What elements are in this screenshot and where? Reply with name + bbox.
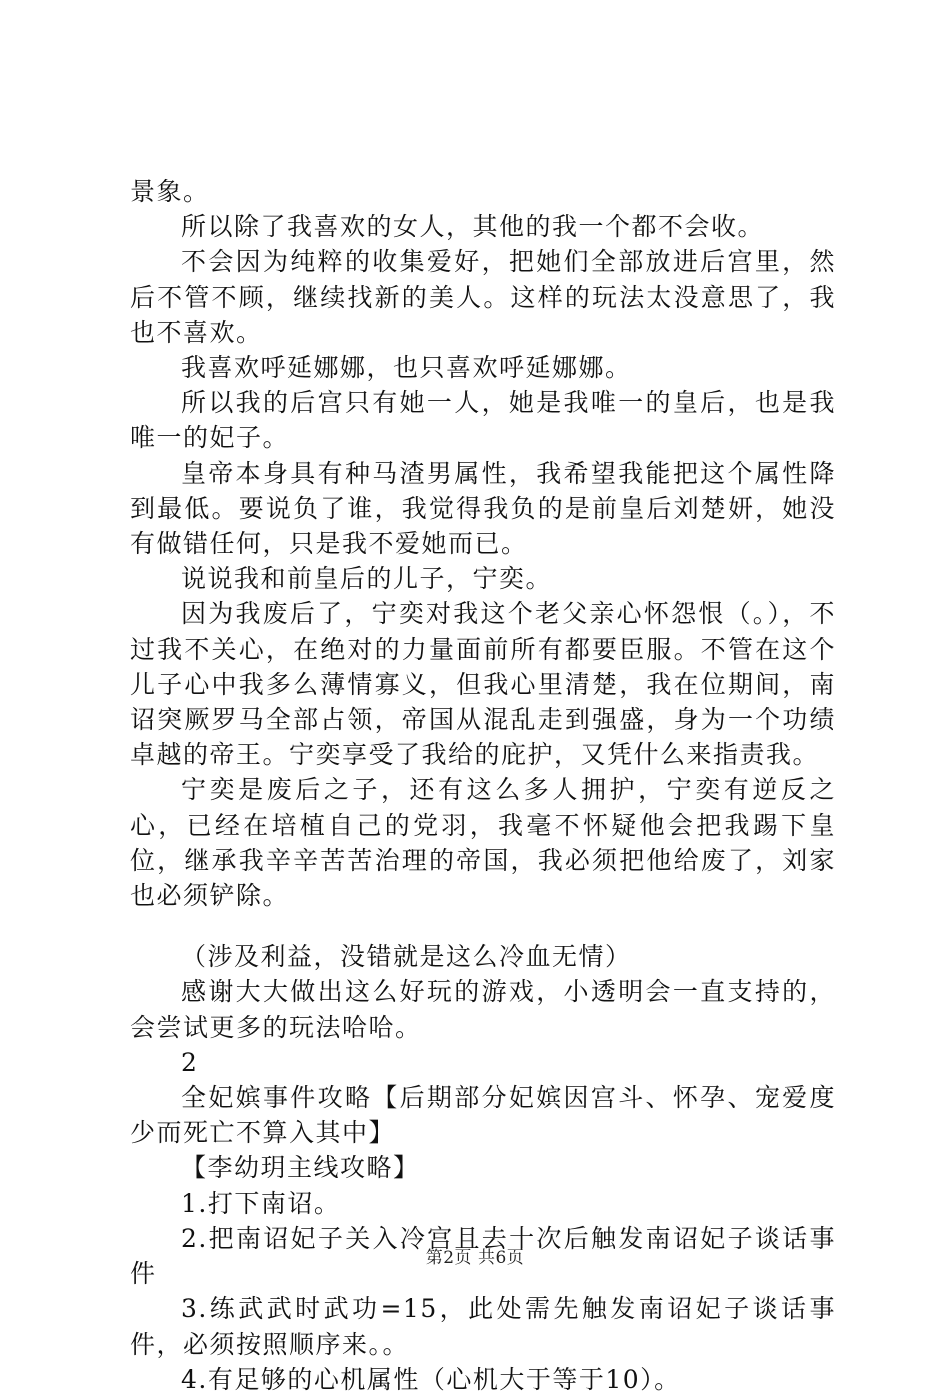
paragraph: 所以除了我喜欢的女人，其他的我一个都不会收。 [181, 212, 765, 242]
paragraph: 不会因为纯粹的收集爱好，把她们全部放进后宫里，然后不管不顾，继续找新的美人。这样的玩法太没意思了，我也不喜欢。 [130, 247, 836, 347]
document-body [130, 174, 836, 1397]
section-number: 2 [181, 1047, 199, 1077]
list-item: 2.把南诏妃子关入冷宫且去十次后触发南诏妃子谈话事件 [130, 1223, 836, 1289]
paragraph: 全妃嫔事件攻略【后期部分妃嫔因宫斗、怀孕、宠爱度少而死亡不算入其中】 [130, 1083, 836, 1148]
section-heading: 【李幼玥主线攻略】 [181, 1153, 420, 1183]
paragraph: （涉及利益，没错就是这么冷血无情） [181, 942, 632, 972]
paragraph: 因为我废后了，宁奕对我这个老父亲心怀怨恨（。），不过我不关心，在绝对的力量面前所有都要臣服。不管在这个儿子心中我多么薄情寡义，但我心里清楚，我在位期间，南诏突厥罗马全部占领，帝国从混乱走到强盛，身为一个功绩卓越的帝王。宁奕享受了我给的庇护，又凭什么来指责我。 [130, 599, 836, 770]
page-footer: 第2页 共6页 [425, 1248, 525, 1268]
paragraph: 说说我和前皇后的儿子，宁奕。 [181, 564, 553, 594]
paragraph: 我喜欢呼延娜娜，也只喜欢呼延娜娜。 [181, 353, 632, 383]
paragraph: 宁奕是废后之子，还有这么多人拥护，宁奕有逆反之心，已经在培植自己的党羽，我毫不怀疑他会把我踢下皇位，继承我辛辛苦苦治理的帝国，我必须把他给废了，刘家也必须铲除。 [130, 775, 836, 911]
list-item: 3.练武武时武功=15，此处需先触发南诏妃子谈话事件，必须按照顺序来。。 [130, 1294, 836, 1359]
paragraph-spacer [130, 913, 836, 939]
paragraph: 皇帝本身具有种马渣男属性，我希望我能把这个属性降到最低。要说负了谁，我觉得我负的是前皇后刘楚妍，她没有做错任何，只是我不爱她而已。 [130, 458, 836, 559]
list-item: 4.有足够的心机属性（心机大于等于10）。 [181, 1364, 681, 1394]
list-item: 1.打下南诏。 [181, 1188, 341, 1218]
paragraph: 景象。 [130, 177, 210, 206]
paragraph: 所以我的后宫只有她一人，她是我唯一的皇后，也是我唯一的妃子。 [130, 388, 836, 453]
paragraph: 感谢大大做出这么好玩的游戏，小透明会一直支持的，会尝试更多的玩法哈哈。 [130, 977, 836, 1042]
